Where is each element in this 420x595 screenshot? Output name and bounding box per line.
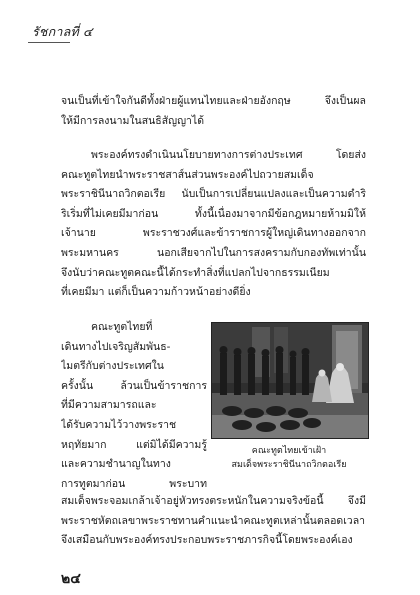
figure-caption [211,444,367,472]
text-line: ให้มีการลงนามในสนธิสัญญาได้ [61,114,205,127]
paragraph-3-wrapped [61,318,207,494]
text-line: ไมตรีกับต่างประเทศใน [61,360,164,373]
caption-line: คณะทูตไทยเข้าเฝ้า [251,446,327,456]
text-line: จึงเสมือนกับพระองค์ทรงประกอบพระราชภารกิจนี้โดยพระองค์เอง [61,534,353,547]
text-line: คณะทูตไทยที่ [91,321,153,333]
page-number: ๒๔ [61,571,81,587]
text-line: การทูตมาก่อน พระบาท [61,477,207,490]
paragraph-2 [61,146,366,303]
text-line: คณะทูตไทยนำพระราชสาส์นส่วนพระองค์ไปถวายสมเด็จ [61,168,314,181]
text-line: ที่มีความสามารถและ [61,399,157,412]
text-line: ที่เคยมีมา แต่ก็เป็นความก้าวหน้าอย่างดียิ่ง [61,286,251,299]
text-line: ริเริ่มที่ไม่เคยมีมาก่อน ทั้งนี้เนื่องมาจากมีข้อกฎหมายห้ามมิให้ [61,207,366,220]
header-rule [28,42,70,43]
text-line: พระราชินีนาถวิกตอเรีย นับเป็นการเปลี่ยนแปลงและเป็นความดำริ [61,188,366,201]
text-line: จึงนับว่าคณะทูตคณะนี้ได้กระทำสิ่งที่แปลกไปจากธรรมเนียม [61,266,330,279]
audience-scene-illustration [212,323,368,438]
text-line: จนเป็นที่เข้าใจกันดีทั้งฝ่ายผู้แทนไทยและฝ่ายอังกฤษ จึงเป็นผล [61,95,366,107]
text-line: และความชำนาญในทาง [61,458,171,471]
text-line: เดินทางไปเจริญสัมพันธ- [61,340,171,353]
caption-line: สมเด็จพระราชินีนาถวิกตอเรีย [231,460,347,470]
running-header: รัชกาลที่ ๔ [32,24,93,39]
text-line: พระราชหัตถเลขาพระราชทานคำแนะนำคณะทูตเหล่านั้นตลอดเวลา [61,514,366,527]
text-line: หฤทัยมาก แต่มิได้มีความรู้ [61,438,207,451]
text-line: เจ้านาย พระราชวงศ์และข้าราชการผู้ใหญ่เดินทางออกจาก [61,227,366,240]
text-line: สมเด็จพระจอมเกล้าเจ้าอยู่หัวทรงตระหนักในความจริงข้อนี้ จึงมี [61,495,366,507]
text-line: พระองค์ทรงดำเนินนโยบายทางการต่างประเทศ โดยส่ง [91,149,366,161]
paragraph-1 [61,92,366,131]
text-line: ได้รับความไว้วางพระราช [61,418,177,431]
text-line: พระมหานคร นอกเสียจากไปในการสงครามกับกองทัพเท่านั้น [61,246,366,259]
paragraph-3-continued [61,492,366,551]
historical-photo [211,322,369,439]
text-line: ครั้งนั้น ล้วนเป็นข้าราชการ [61,379,207,392]
